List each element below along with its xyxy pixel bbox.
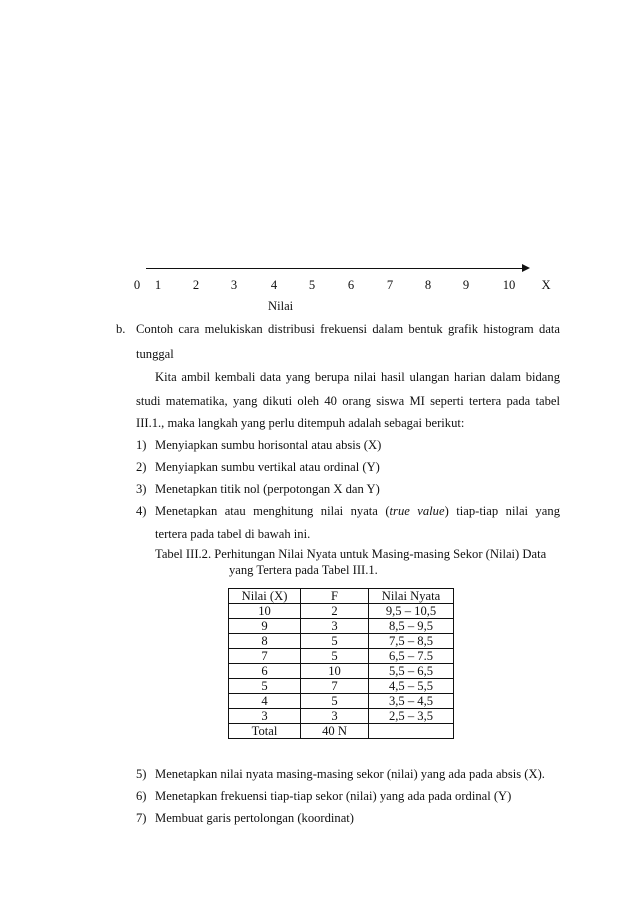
paragraph-line2: studi matematika, yang dikuti oleh 40 orang siswa MI seperti tertera pada tabel bbox=[136, 394, 560, 408]
step-text: Menyiapkan sumbu vertikal atau ordinal (Y) bbox=[155, 460, 380, 474]
table-row bbox=[229, 604, 454, 619]
table-cell: 3,5 – 4,5 bbox=[369, 694, 454, 709]
axis-tick: 0 bbox=[133, 278, 141, 292]
table-cell: 3 bbox=[229, 709, 301, 724]
nilai-nyata-table bbox=[228, 588, 454, 739]
step-4-line2: tertera pada tabel di bawah ini. bbox=[155, 527, 311, 541]
table-cell: 8 bbox=[229, 634, 301, 649]
table-cell: 10 bbox=[229, 604, 301, 619]
table-row bbox=[229, 679, 454, 694]
table-row bbox=[229, 694, 454, 709]
table-cell: 3 bbox=[301, 709, 369, 724]
table-header-row bbox=[229, 589, 454, 604]
axis-tick: 1 bbox=[154, 278, 162, 292]
section-marker: b. bbox=[116, 322, 126, 336]
table-cell: 10 bbox=[301, 664, 369, 679]
step-number: 2) bbox=[136, 460, 147, 474]
axis-tick: 3 bbox=[230, 278, 238, 292]
table-cell: 4,5 – 5,5 bbox=[369, 679, 454, 694]
axis-tick: 8 bbox=[424, 278, 432, 292]
table-cell: 5 bbox=[229, 679, 301, 694]
table-cell: 4 bbox=[229, 694, 301, 709]
paragraph-line3: III.1., maka langkah yang perlu ditempuh adalah sebagai berikut: bbox=[136, 416, 465, 430]
table-cell: 9,5 – 10,5 bbox=[369, 604, 454, 619]
axis-tick-x-label: X bbox=[541, 278, 551, 292]
table-cell: 7,5 – 8,5 bbox=[369, 634, 454, 649]
table-header-cell: Nilai (X) bbox=[229, 589, 301, 604]
axis-label: Nilai bbox=[268, 299, 294, 313]
paragraph-line1: Kita ambil kembali data yang berupa nilai hasil ulangan harian dalam bidang bbox=[155, 370, 560, 384]
table-cell: 7 bbox=[229, 649, 301, 664]
axis-tick: 4 bbox=[270, 278, 278, 292]
step-number: 7) bbox=[136, 811, 147, 825]
table-cell: 6 bbox=[229, 664, 301, 679]
step-4-italic-term: true value bbox=[389, 504, 445, 518]
table-total-value: 40 N bbox=[301, 724, 369, 739]
table-cell: 7 bbox=[301, 679, 369, 694]
axis-tick: 5 bbox=[308, 278, 316, 292]
step-number: 5) bbox=[136, 767, 147, 781]
table-cell: 2,5 – 3,5 bbox=[369, 709, 454, 724]
step-text: Membuat garis pertolongan (koordinat) bbox=[155, 811, 354, 825]
step-text: Menetapkan frekuensi tiap-tiap sekor (nilai) yang ada pada ordinal (Y) bbox=[155, 789, 512, 803]
step-4-text-before: Menetapkan atau menghitung nilai nyata ( bbox=[155, 504, 390, 518]
table-cell: 2 bbox=[301, 604, 369, 619]
step-number: 3) bbox=[136, 482, 147, 496]
table-header-cell: F bbox=[301, 589, 369, 604]
table-row bbox=[229, 619, 454, 634]
step-number: 1) bbox=[136, 438, 147, 452]
table-cell: 3 bbox=[301, 619, 369, 634]
step-number: 4) bbox=[136, 504, 147, 518]
x-axis-line bbox=[146, 268, 526, 269]
table-cell: 5,5 – 6,5 bbox=[369, 664, 454, 679]
step-text: Menetapkan nilai nyata masing-masing sekor (nilai) yang ada pada absis (X). bbox=[155, 767, 545, 781]
table-caption-line1: Tabel III.2. Perhitungan Nilai Nyata untuk Masing-masing Sekor (Nilai) Data bbox=[155, 547, 547, 561]
step-text: Menyiapkan sumbu horisontal atau absis (X) bbox=[155, 438, 382, 452]
axis-tick: 7 bbox=[386, 278, 394, 292]
table-cell: 6,5 – 7.5 bbox=[369, 649, 454, 664]
table-cell: 9 bbox=[229, 619, 301, 634]
table-total-row bbox=[229, 724, 454, 739]
table-header-cell: Nilai Nyata bbox=[369, 589, 454, 604]
axis-tick: 10 bbox=[502, 278, 516, 292]
step-number: 6) bbox=[136, 789, 147, 803]
axis-tick: 2 bbox=[192, 278, 200, 292]
table-row bbox=[229, 709, 454, 724]
table-cell: 8,5 – 9,5 bbox=[369, 619, 454, 634]
table-total-empty bbox=[369, 724, 454, 739]
table-cell: 5 bbox=[301, 634, 369, 649]
step-4-line1 bbox=[155, 504, 560, 519]
axis-tick: 9 bbox=[462, 278, 470, 292]
table-cell: 5 bbox=[301, 694, 369, 709]
table-total-label: Total bbox=[229, 724, 301, 739]
x-axis-arrow-icon bbox=[522, 264, 530, 272]
table-row bbox=[229, 664, 454, 679]
table-row bbox=[229, 634, 454, 649]
table-caption-line2: yang Tertera pada Tabel III.1. bbox=[229, 563, 378, 577]
section-b-line2: tunggal bbox=[136, 347, 174, 361]
step-4-text-after: ) tiap-tiap nilai yang bbox=[444, 504, 560, 518]
section-b-line1: Contoh cara melukiskan distribusi frekuensi dalam bentuk grafik histogram data bbox=[136, 322, 560, 336]
table-cell: 5 bbox=[301, 649, 369, 664]
table-row bbox=[229, 649, 454, 664]
step-text: Menetapkan titik nol (perpotongan X dan Y) bbox=[155, 482, 380, 496]
axis-tick: 6 bbox=[347, 278, 355, 292]
